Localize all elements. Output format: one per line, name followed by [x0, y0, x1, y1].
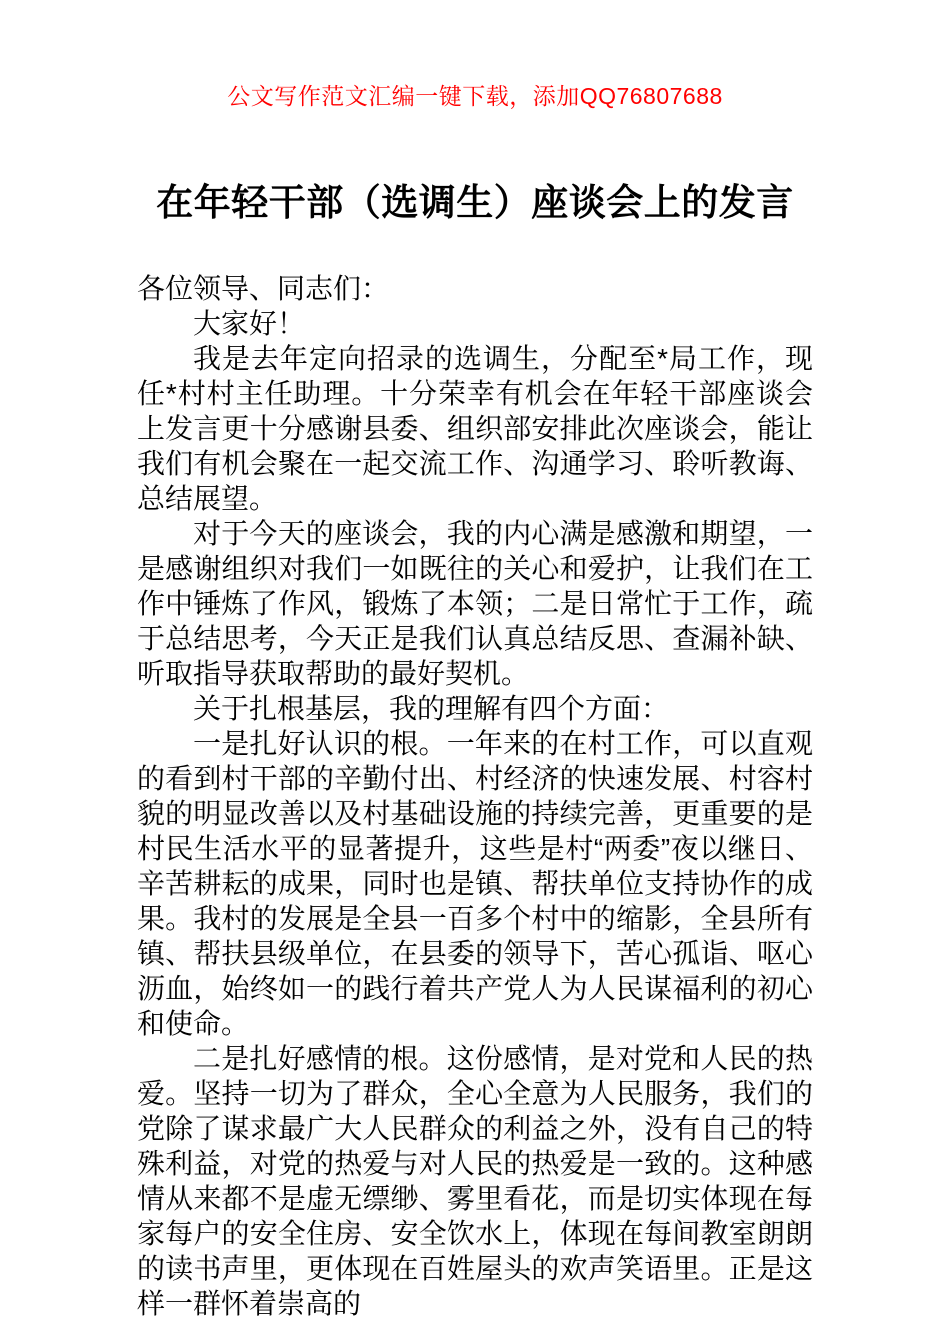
- document-body: [137, 271, 813, 1321]
- paragraph-aspect-two: 二是扎好感情的根。这份感情，是对党和人民的热爱。坚持一切为了群众，全心全意为人民服务，我们的党除了谋求最广大人民群众的利益之外，没有自己的特殊利益，对党的热爱与对人民的热爱是一致的。这种感情从来都不是虚无缥缈、雾里看花，而是切实体现在每家每户的安全住房、安全饮水上，体现在每间教室朗朗的读书声里，更体现在百姓屋头的欢声笑语里。正是这样一群怀着崇高的: [137, 1043, 813, 1319]
- promo-banner-text: 公文写作范文汇编一键下载，添加QQ76807688: [227, 83, 723, 109]
- paragraph-greeting: 大家好！: [193, 308, 306, 339]
- paragraph-intro: 我是去年定向招录的选调生，分配至*局工作，现任*村村主任助理。十分荣幸有机会在年轻干部座谈会上发言更十分感谢县委、组织部安排此次座谈会，能让我们有机会聚在一起交流工作、沟通学习、聆听教诲、总结展望。: [137, 343, 813, 514]
- paragraph-aspect-one: 一是扎好认识的根。一年来的在村工作，可以直观的看到村干部的辛勤付出、村经济的快速发展、村容村貌的明显改善以及村基础设施的持续完善，更重要的是村民生活水平的显著提升，这些是村“两委”夜以继日、辛苦耕耘的成果，同时也是镇、帮扶单位支持协作的成果。我村的发展是全县一百多个村中的缩影，全县所有镇、帮扶县级单位，在县委的领导下，苦心孤诣、呕心沥血，始终如一的践行着共产党人为人民谋福利的初心和使命。: [137, 728, 813, 1039]
- salutation-line: 各位领导、同志们：: [137, 273, 390, 304]
- paragraph-four-aspects-lead: 关于扎根基层，我的理解有四个方面：: [193, 693, 670, 724]
- paragraph-gratitude: 对于今天的座谈会，我的内心满是感激和期望，一是感谢组织对我们一如既往的关心和爱护，让我们在工作中锤炼了作风，锻炼了本领；二是日常忙于工作，疏于总结思考，今天正是我们认真总结反思、查漏补缺、听取指导获取帮助的最好契机。: [137, 518, 813, 689]
- document-title: 在年轻干部（选调生）座谈会上的发言: [156, 182, 794, 223]
